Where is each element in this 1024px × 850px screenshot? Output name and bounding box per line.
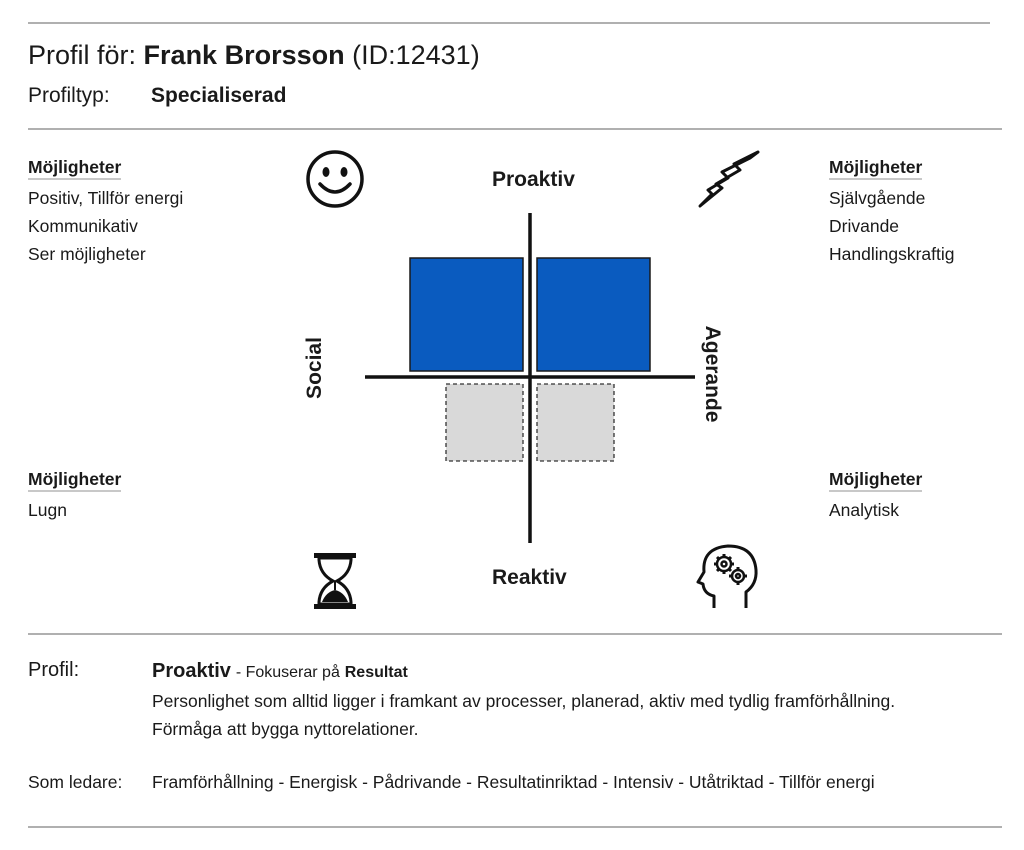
quadrant-bottom-left	[28, 465, 121, 524]
profile-description-line: Förmåga att bygga nyttorelationer.	[152, 719, 419, 739]
axis-label-right: Agerande	[701, 325, 724, 423]
list-item: Positiv, Tillför energi	[28, 188, 184, 208]
smiley-icon	[304, 148, 366, 210]
profile-type-value: Specialiserad	[151, 84, 287, 107]
list-item: Ser möjligheter	[28, 244, 146, 264]
quadrant-heading: Möjligheter	[28, 468, 121, 492]
top-divider	[28, 22, 990, 24]
profile-name: Proaktiv	[152, 660, 231, 682]
title-prefix: Profil för:	[28, 40, 137, 70]
axis-label-bottom: Reaktiv	[492, 566, 567, 589]
header-divider	[28, 128, 1002, 130]
leader-traits: Framförhållning - Energisk - Pådrivande - Resultatinriktad - Intensiv - Utåtriktad - Tillför energi	[152, 772, 875, 792]
axis-label-top: Proaktiv	[492, 168, 575, 191]
list-item: Kommunikativ	[28, 216, 138, 236]
quadrant-bottom-right	[829, 465, 922, 524]
list-item: Lugn	[28, 500, 67, 520]
square-bottom-right	[537, 384, 614, 461]
square-top-left	[410, 258, 523, 371]
bottom-divider	[28, 826, 1002, 828]
profile-description-line: Personlighet som alltid ligger i framkant av processer, planerad, aktiv med tydlig framförhållning.	[152, 691, 896, 711]
axis-label-left: Social	[303, 337, 326, 399]
quadrant-heading: Möjligheter	[829, 156, 922, 180]
profile-type	[28, 84, 287, 108]
list-item: Självgående	[829, 188, 926, 208]
page-title	[28, 40, 480, 71]
square-bottom-left	[446, 384, 523, 461]
chart-divider	[28, 633, 1002, 635]
hourglass-icon	[310, 550, 360, 612]
list-item: Handlingskraftig	[829, 244, 955, 264]
quadrant-heading: Möjligheter	[28, 156, 121, 180]
head-gears-icon	[694, 540, 762, 612]
profile-type-label: Profiltyp:	[28, 84, 110, 107]
list-item: Analytisk	[829, 500, 900, 520]
list-item: Drivande	[829, 216, 900, 236]
person-id: (ID:12431)	[352, 40, 480, 70]
leader-label: Som ledare:	[28, 772, 123, 792]
profile-description	[152, 657, 1012, 743]
quadrant-heading: Möjligheter	[829, 468, 922, 492]
profile-quadrant-chart	[360, 205, 705, 550]
quadrant-top-left	[28, 153, 183, 268]
profile-label: Profil:	[28, 659, 80, 681]
profile-focus-prefix: - Fokuserar på	[235, 664, 340, 681]
quadrant-top-right	[829, 153, 954, 268]
square-top-right	[537, 258, 650, 371]
person-name: Frank Brorsson	[143, 40, 345, 70]
profile-focus-value: Resultat	[344, 664, 408, 681]
lightning-icon	[694, 148, 764, 210]
